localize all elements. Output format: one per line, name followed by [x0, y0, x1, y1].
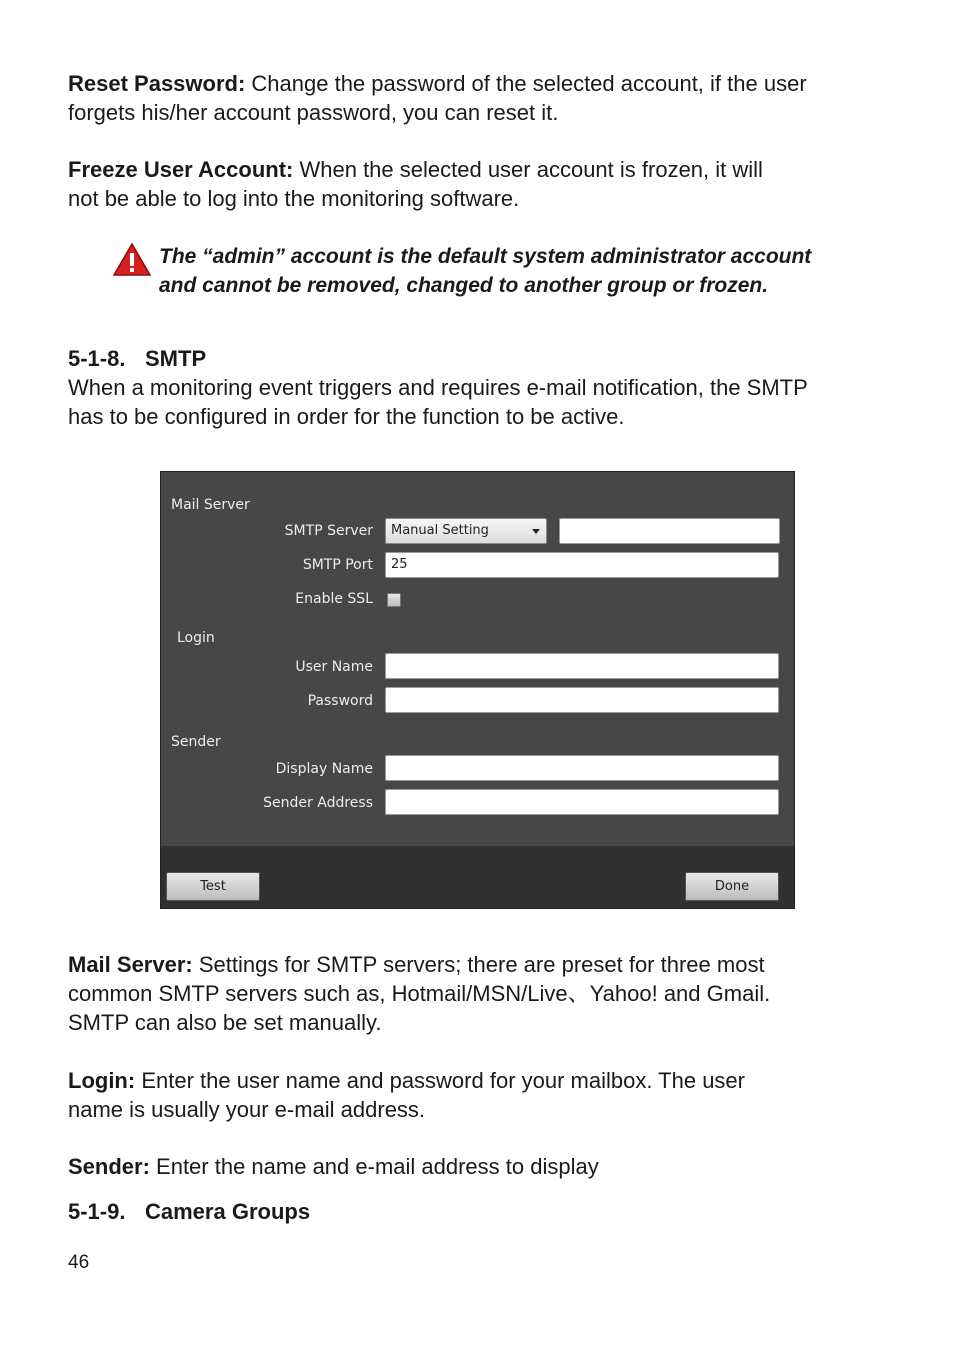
- dialog-footer: [161, 846, 794, 908]
- smtp-port-input[interactable]: 25: [385, 552, 779, 578]
- test-button[interactable]: Test: [166, 872, 260, 901]
- section-heading-smtp: 5-1-8. SMTP: [68, 346, 207, 371]
- reset-password-paragraph: Reset Password: Change the password of the selected account, if the user forgets his/her account password, you can reset it.: [68, 71, 807, 125]
- sender-address-input[interactable]: [385, 789, 779, 815]
- mail-server-section-label: Mail Server: [171, 497, 250, 513]
- user-name-input[interactable]: [385, 653, 779, 679]
- done-button[interactable]: Done: [685, 872, 779, 901]
- smtp-port-label: SMTP Port: [302, 557, 373, 573]
- login-paragraph: Login: Enter the user name and password for your mailbox. The user name is usually your e-mail address.: [68, 1068, 745, 1122]
- admin-warning-note: The “admin” account is the default system administrator account and cannot be removed, changed to another group or frozen.: [159, 245, 812, 297]
- freeze-account-paragraph: Freeze User Account: When the selected user account is frozen, it will not be able to log into the monitoring software.: [68, 157, 763, 211]
- password-label: Password: [307, 693, 373, 709]
- smtp-server-label: SMTP Server: [284, 523, 373, 539]
- sender-section-label: Sender: [171, 734, 221, 750]
- section-heading-camera-groups: 5-1-9. Camera Groups: [68, 1199, 311, 1224]
- smtp-server-address-input[interactable]: [559, 518, 780, 544]
- password-input[interactable]: [385, 687, 779, 713]
- smtp-settings-screenshot: [160, 471, 795, 909]
- display-name-label: Display Name: [275, 761, 373, 777]
- warning-icon: [112, 242, 152, 278]
- user-name-label: User Name: [295, 659, 373, 675]
- enable-ssl-label: Enable SSL: [295, 591, 373, 607]
- sender-address-label: Sender Address: [263, 795, 373, 811]
- mail-server-paragraph: Mail Server: Settings for SMTP servers; there are preset for three most common SMTP servers such as, Hotmail/MSN/Live、Yahoo! and Gmail. SMTP can also be set manually.: [68, 952, 771, 1035]
- smtp-intro-paragraph: When a monitoring event triggers and requires e-mail notification, the SMTP has to be configured in order for the function to be active.: [68, 375, 808, 429]
- sender-paragraph: Sender: Enter the name and e-mail address to display: [68, 1154, 599, 1179]
- login-section-label: Login: [177, 630, 215, 646]
- enable-ssl-checkbox[interactable]: [387, 593, 401, 607]
- chevron-down-icon: [532, 529, 540, 534]
- page-number: 46: [68, 1252, 90, 1273]
- smtp-server-select[interactable]: Manual Setting: [385, 518, 547, 544]
- display-name-input[interactable]: [385, 755, 779, 781]
